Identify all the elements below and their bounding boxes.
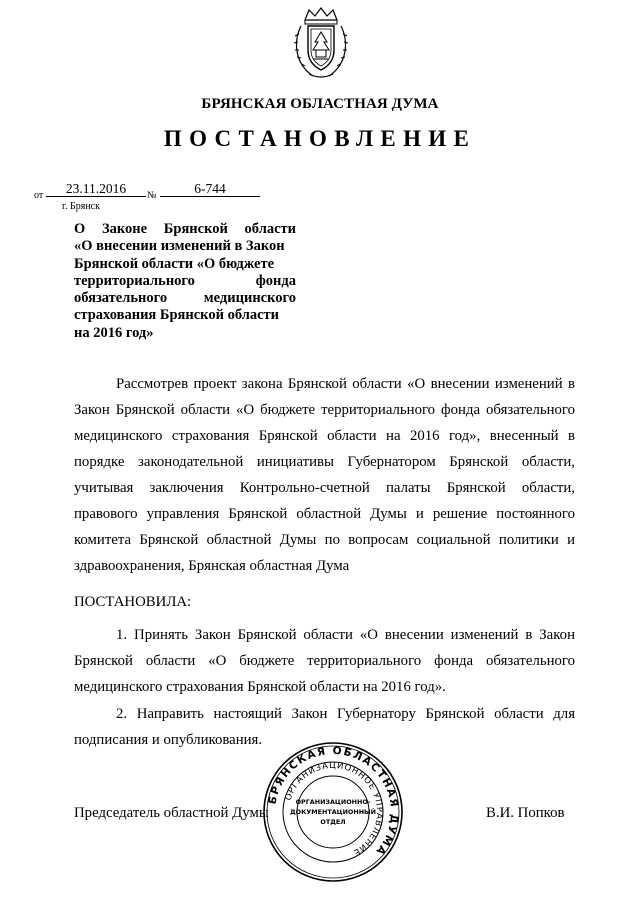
subject-line: обязательного медицинского xyxy=(74,290,296,307)
number-label: № xyxy=(147,190,157,201)
preamble-line: медицинского страхования Брянской области на 2016 год», внесенный в xyxy=(74,428,575,444)
preamble-line: порядке законодательной инициативы Губернатором Брянской области, xyxy=(74,454,575,470)
from-label: от xyxy=(34,190,44,201)
subject-line: «О внесении изменений в Закон xyxy=(74,238,285,255)
document-subject xyxy=(74,221,296,342)
stamp-center-line: ОРГАНИЗАЦИОННО- xyxy=(295,798,371,806)
document-number: 6-744 xyxy=(160,181,260,197)
preamble-line: Рассмотрев проект закона Брянской области «О внесении изменений в xyxy=(116,376,575,392)
document-city: г. Брянск xyxy=(62,201,100,212)
stamp-center-line: ДОКУМЕНТАЦИОННЫЙ xyxy=(289,808,377,816)
preamble-line: учитывая заключения Контрольно-счетной палаты Брянской области, xyxy=(74,480,575,496)
item-line: подписания и опубликования. xyxy=(74,732,263,748)
stamp-inner-text: ОРГАНИЗАЦИОННОЕ УПРАВЛЕНИЕ xyxy=(283,760,385,858)
coat-of-arms-icon xyxy=(291,6,351,82)
subject-line: страхования Брянской области xyxy=(74,307,280,324)
signatory-position: Председатель областной Думы xyxy=(74,805,269,821)
item-line: 2. Направить настоящий Закон Губернатору Брянской области для xyxy=(116,706,575,722)
item-line: Брянской области «О бюджете территориального фонда обязательного xyxy=(74,653,575,669)
preamble-line: комитета Брянской областной Думы по вопросам социальной политики и xyxy=(74,532,575,548)
stamp-center-line: ОТДЕЛ xyxy=(320,818,346,826)
signatory-name: В.И. Попков xyxy=(486,805,565,821)
item-line: медицинского страхования Брянской области на 2016 год». xyxy=(74,679,446,695)
preamble-line: здравоохранения, Брянская областная Дума xyxy=(74,558,350,574)
subject-line: Брянской области «О бюджете xyxy=(74,255,275,272)
document-type-title: ПОСТАНОВЛЕНИЕ xyxy=(163,126,477,151)
official-stamp xyxy=(262,741,404,883)
item-line: 1. Принять Закон Брянской области «О внесении изменений в Закон xyxy=(116,627,575,643)
preamble-line: Закон Брянской области «О бюджете территориального фонда обязательного xyxy=(74,402,575,418)
subject-line: на 2016 год» xyxy=(74,324,154,341)
stamp-outer-text: БРЯНСКАЯ ОБЛАСТНАЯ ДУМА xyxy=(266,744,401,858)
preamble-line: правового управления Брянской областной Думы и решение постоянного xyxy=(74,506,575,522)
organization-name: БРЯНСКАЯ ОБЛАСТНАЯ ДУМА xyxy=(201,96,439,112)
document-date: 23.11.2016 xyxy=(46,181,146,197)
resolved-heading: ПОСТАНОВИЛА: xyxy=(74,594,192,610)
subject-line: территориального фонда xyxy=(74,272,296,289)
subject-line: О Законе Брянской области xyxy=(74,221,296,237)
